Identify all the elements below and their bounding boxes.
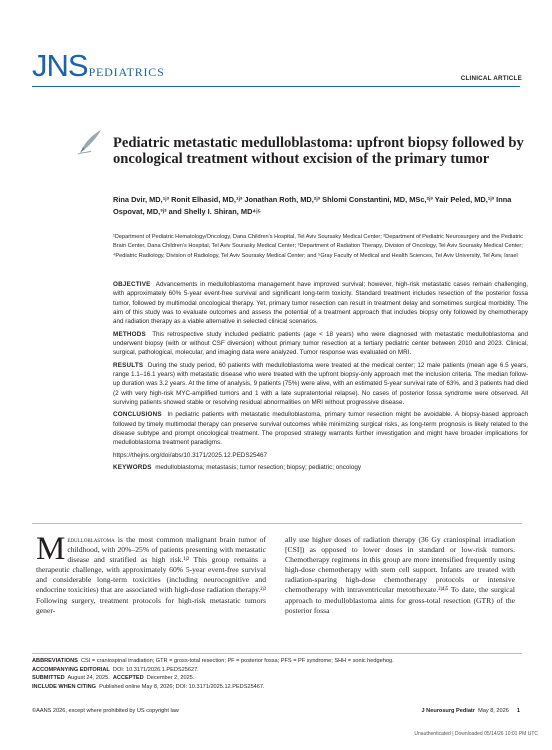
journal-logo <box>32 48 165 84</box>
journal-name: J Neurosurg Pediatr <box>421 708 475 714</box>
submission-dates: SUBMITTED August 24, 2025. ACCEPTED December 2, 2025. <box>32 675 195 682</box>
pen-icon <box>75 127 105 157</box>
drop-cap: M <box>36 531 66 567</box>
article-footnotes <box>32 657 522 691</box>
page-number: 1 <box>516 708 520 714</box>
body-text-left: is the most common malignant brain tumor of childhood, with 20%–25% of patients presenting with metastatic disease and stratified as high risk.¹ʲ² This group remains a therapeutic challenge, with approximately 60% 5-year event-free survival and considerable long-term toxicities (including neurocognitive and endocrine toxicities) that are associated with high-dose radiation therapy.²ʲ³ Following surgery, treatment protocols for high-risk metastatic tumors gener- <box>36 535 266 615</box>
abstract-conclusions: CONCLUSIONS In pediatric patients with metastatic medulloblastoma, primary tumor resection might be avoidable. A biopsy-based approach followed by timely multimodal therapy can preserve survival outcomes while minimizing surgical risks, as long-term prognosis is likely related to the disease subtype and prompt oncological treatment. The proposed strategy warrants further investigation and might have broader implications for medulloblastoma treatment paradigms. <box>113 411 529 447</box>
logo-pediatrics: PEDIATRICS <box>88 65 165 79</box>
abstract-objective: OBJECTIVE Advancements in medulloblastoma management have improved survival; however, high-risk metastatic cases remain challenging, with approximately 60% 5-year event-free survival and significant long-term toxicity. Standard treatment includes resection of the posterior fossa tumor, followed by multimodal oncological therapy. Yet, primary tumor resection can result in treatment delay and sometimes surgical morbidity. The aim of this study was to evaluate outcomes and assess the potential of a treatment approach that includes biopsy only followed by chemotherapy and radiation therapy as a viable alternative in selected clinical scenarios. <box>113 281 528 326</box>
abstract <box>113 280 528 476</box>
logo-jns: JNS <box>32 48 88 83</box>
abstract-results: RESULTS During the study period, 60 patients with medulloblastoma were treated at the medical center; 12 male patients (mean age 6.5 years, range 1.1–16.1 years) with metastatic disease who were treated with the upfront biopsy-only approach met the inclusion criteria. The median follow-up duration was 3.2 years. At the time of analysis, 9 patients (75%) were alive, with an estimated 5-year survival rate of 63%, and 3 patients had died (2 with very high-risk MYC-amplified tumors and 1 with a late supratentorial relapse). No cases of posterior fossa syndrome were observed. All surviving patients showed stable or resolving residual abnormalities on MRI without progressive disease. <box>113 361 529 406</box>
download-stamp: Unauthenticated | Downloaded 05/14/26 10:01 PM UTC <box>414 731 538 737</box>
keywords: KEYWORDS medulloblastoma; metastasis; tumor resection; biopsy; pediatric; oncology <box>113 464 361 472</box>
article-type: CLINICAL ARTICLE <box>460 75 522 82</box>
accompanying-editorial: ACCOMPANYING EDITORIAL DOI: 10.3171/2026.1.PEDS25627. <box>32 666 199 673</box>
header-rule <box>32 86 520 87</box>
section-divider <box>32 523 522 524</box>
article-title: Pediatric metastatic medulloblastoma: upfront biopsy followed by oncological treatment without excision of the primary tumor <box>113 135 524 168</box>
body-smallcaps: edulloblastoma <box>67 535 115 544</box>
body-column-left <box>36 531 266 616</box>
affiliations: ¹Department of Pediatric Hematology/Oncology, Dana Children's Hospital, Tel Aviv Sourasky Medical Center; ²Department of Pediatric Neurosurgery and the Pediatric Brain Center, Dana Children's Hospital, Tel Aviv Sourasky Medical Center; ³Department of Radiation Therapy, Division of Oncology, Tel Aviv Sourasky Medical Center; ⁴Pediatric Radiology, Division of Radiology, Tel Aviv Sourasky Medical Center; and ⁵Gray Faculty of Medical and Health Sciences, Tel Aviv University, Tel Aviv, Israel <box>113 234 523 259</box>
doi-link[interactable]: https://thejns.org/doi/abs/10.3171/2025.12.PEDS25467 <box>113 451 268 459</box>
abbreviations: ABBREVIATIONS CSI = craniospinal irradiation; GTR = gross-total resection; PF = posterior fossa; PFS = PF syndrome; SHH = sonic hedgehog. <box>32 658 394 664</box>
footer-rule <box>32 653 522 654</box>
copyright: ©AANS 2026, except where prohibited by US copyright law <box>32 708 179 714</box>
author-list: Rina Dvir, MD,¹ʲ³ Ronit Elhasid, MD,¹ʲ³ Jonathan Roth, MD,²ʲ³ Shlomi Constantini, MD, MSc,²ʲ³ Yair Peled, MD,¹ʲ³ Inna Ospovat, MD,³ʲ³ and Shelly I. Shiran, MD⁴ʲ⁵ <box>113 195 512 217</box>
pub-date: May 8, 2026 <box>478 708 509 714</box>
abstract-methods: METHODS This retrospective study included pediatric patients (age < 18 years) who were diagnosed with metastatic medulloblastoma and underwent biopsy (with or without CSF diversion) without primary tumor resection at a tertiary pediatric center between 2010 and 2023. Clinical, surgical, pathological, molecular, and imaging data were analyzed. Tumor response was evaluated on MRI. <box>113 330 529 357</box>
body-column-right: ally use higher doses of radiation therapy (36 Gy craniospinal irradiation [CSI]) as opposed to lower doses in standard or low-risk tumors. Chemotherapy regimens in this group are more intensified frequently using high-dose chemotherapy with stem cell support. Infants are treated with radiation-sparing high-dose chemotherapy protocols or intensive chemotherapy with intraventricular metotrhexate.²ʲ⁴ʲ⁵ To date, the surgical approach to medulloblastoma aims for gross-total resection (GTR) of the posterior fossa <box>285 535 515 615</box>
citation-info: INCLUDE WHEN CITING Published online May 8, 2026; DOI: 10.3171/2025.12.PEDS25467. <box>32 683 265 690</box>
running-footer <box>422 708 521 714</box>
